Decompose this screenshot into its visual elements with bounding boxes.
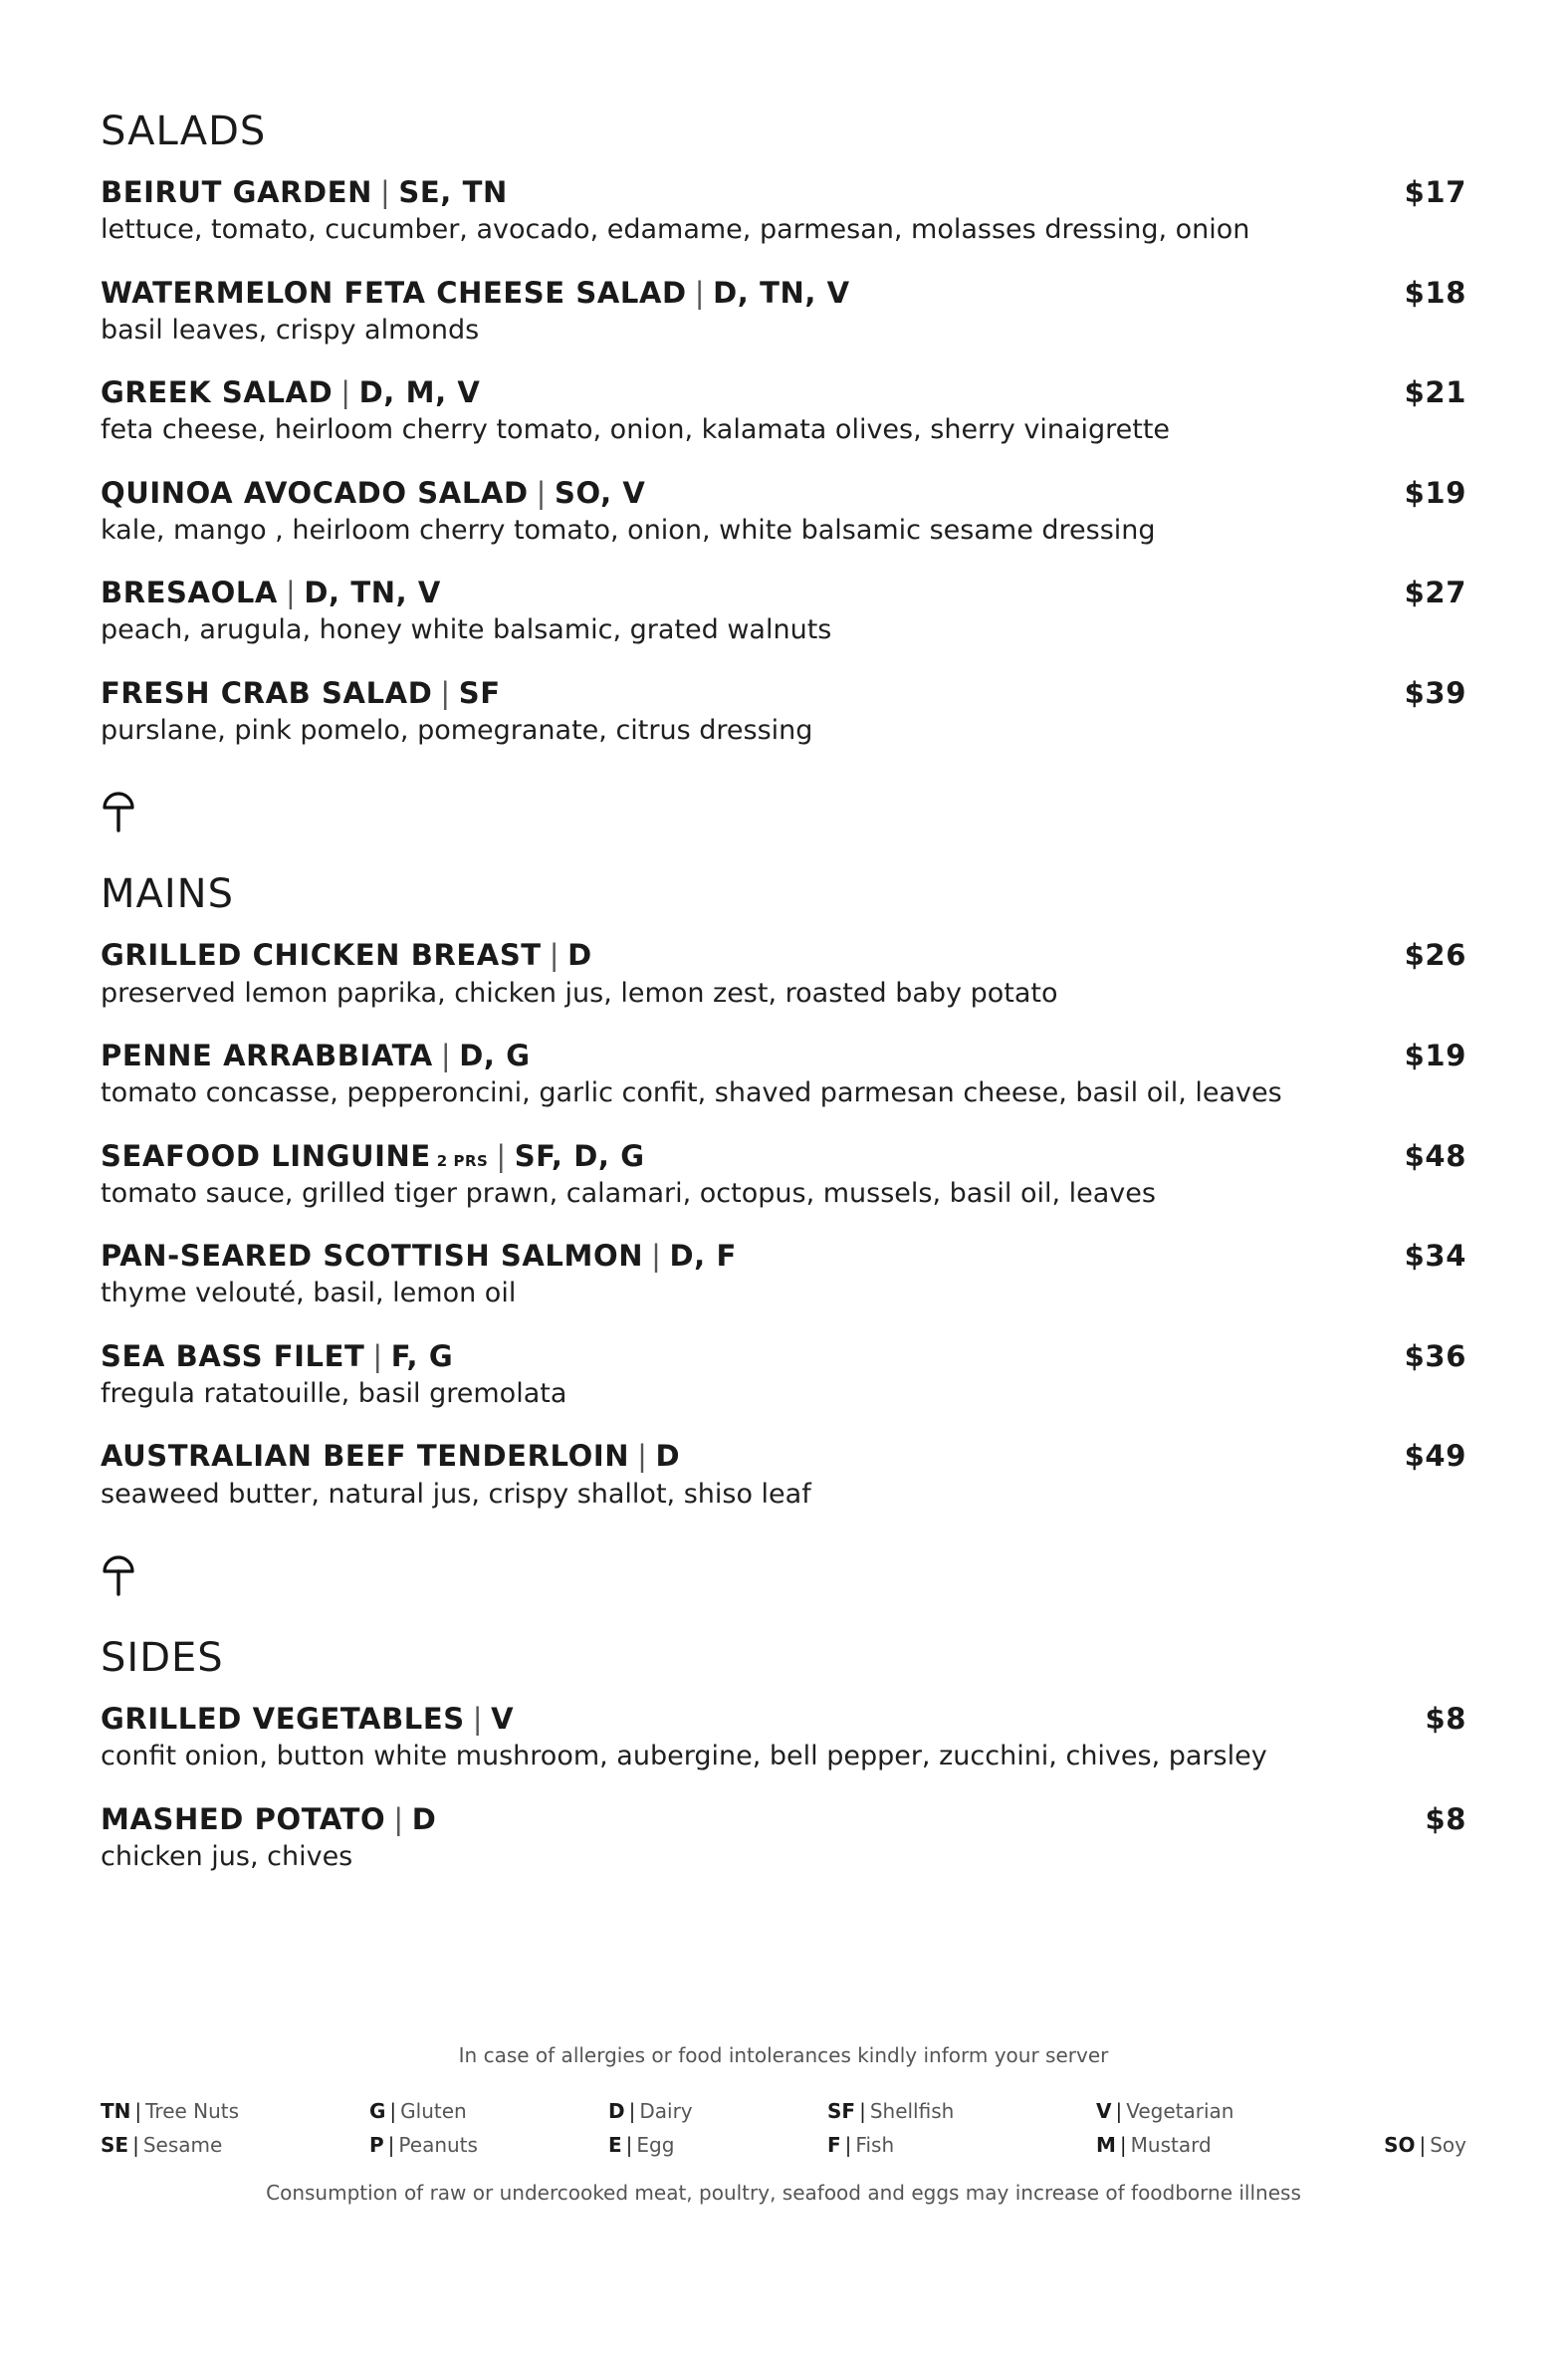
menu-item-title [101, 1337, 453, 1376]
dish-name: PAN-SEARED SCOTTISH SALMON [101, 1239, 644, 1274]
menu-item-header [101, 1800, 1466, 1839]
allergen-codes: D [655, 1439, 681, 1474]
dish-description: basil leaves, crispy almonds [101, 314, 480, 346]
allergen-codes: D [411, 1801, 437, 1836]
dish-name: QUINOA AVOCADO SALAD [101, 475, 529, 510]
menu-item-header [101, 1237, 1466, 1276]
menu-section-mains [101, 872, 1466, 1512]
separator: | [625, 2133, 633, 2157]
menu-item [101, 1137, 1466, 1213]
legend-code: SO [1384, 2133, 1416, 2157]
menu-item-title [101, 474, 645, 513]
menu-item-title [101, 173, 508, 212]
dish-description: tomato sauce, grilled tiger prawn, calamari, octopus, mussels, basil oil, leaves [101, 1177, 1156, 1209]
allergy-note: In case of allergies or food intolerances kindly inform your server [458, 2043, 1109, 2067]
separator: | [549, 938, 560, 973]
allergen-codes: D, TN, V [713, 275, 850, 310]
section-title: SIDES [101, 1634, 224, 1681]
separator: | [844, 2133, 852, 2157]
separator: | [134, 2099, 142, 2123]
dish-description: lettuce, tomato, cucumber, avocado, edamame, parmesan, molasses dressing, onion [101, 214, 1250, 246]
dish-description: fregula ratatouille, basil gremolata [101, 1377, 567, 1409]
legend-entry [827, 2133, 1096, 2157]
dish-description: confit onion, button white mushroom, aubergine, bell pepper, zucchini, chives, parsley [101, 1741, 1267, 1772]
menu-item-title [101, 574, 441, 612]
menu-item-header [101, 1137, 1466, 1176]
dish-name: SEAFOOD LINGUINE [101, 1138, 431, 1173]
dish-name: GRILLED CHICKEN BREAST [101, 938, 542, 973]
menu-item-title [101, 274, 850, 313]
menu-item [101, 1037, 1466, 1112]
dish-price: $8 [1425, 1801, 1466, 1836]
legend-entry [1096, 2099, 1365, 2123]
menu-item [101, 574, 1466, 649]
menu-item-title [101, 1437, 680, 1476]
menu-item-header [101, 1037, 1466, 1075]
allergen-codes: SE, TN [398, 175, 508, 209]
legend-code: TN [101, 2099, 131, 2123]
menu-item-title [101, 1137, 645, 1176]
menu-footer [101, 2043, 1466, 2225]
menu-item [101, 1337, 1466, 1413]
section-title: MAINS [101, 871, 234, 918]
allergen-legend [101, 2099, 1466, 2157]
dish-description: thyme velouté, basil, lemon oil [101, 1278, 517, 1309]
separator: | [536, 475, 547, 510]
dish-price: $19 [1404, 1039, 1466, 1073]
dish-name: GRILLED VEGETABLES [101, 1701, 465, 1736]
legend-code: P [369, 2133, 384, 2157]
dish-name: SEA BASS FILET [101, 1338, 365, 1373]
legend-label: Peanuts [398, 2133, 478, 2157]
menu-section-salads [101, 110, 1466, 749]
dish-description: purslane, pink pomelo, pomegranate, citrus dressing [101, 715, 813, 747]
menu-item [101, 373, 1466, 449]
menu-item-header [101, 1437, 1466, 1476]
separator: | [1115, 2099, 1123, 2123]
separator: | [694, 275, 706, 310]
separator: | [472, 1701, 484, 1736]
separator: | [637, 1439, 648, 1474]
dish-price: $18 [1404, 275, 1466, 310]
dish-description: kale, mango , heirloom cherry tomato, onion, white balsamic sesame dressing [101, 514, 1156, 546]
legend-entry [1096, 2133, 1365, 2157]
dish-description: tomato concasse, pepperoncini, garlic confit, shaved parmesan cheese, basil oil, leaves [101, 1077, 1282, 1109]
legend-label: Tree Nuts [145, 2099, 240, 2123]
legend-entry [827, 2099, 1096, 2123]
menu-item-header [101, 936, 1466, 975]
dish-price: $39 [1404, 675, 1466, 710]
menu-section-sides [101, 1636, 1466, 1875]
separator: | [651, 1239, 662, 1274]
allergen-codes: F, G [390, 1338, 454, 1373]
separator: | [1119, 2133, 1127, 2157]
menu-item [101, 674, 1466, 750]
dish-name: AUSTRALIAN BEEF TENDERLOIN [101, 1439, 630, 1474]
allergen-codes: SF, D, G [514, 1138, 645, 1173]
menu-item [101, 1237, 1466, 1312]
menu-page [101, 110, 1466, 1900]
separator: | [387, 2133, 395, 2157]
menu-item-header [101, 274, 1466, 313]
menu-item-title [101, 1700, 514, 1739]
legend-entry [369, 2133, 608, 2157]
dish-price: $27 [1404, 576, 1466, 610]
menu-item-header [101, 574, 1466, 612]
menu-item-title [101, 373, 480, 412]
menu-item-title [101, 1800, 436, 1839]
legend-code: D [608, 2099, 625, 2123]
dish-price: $49 [1404, 1439, 1466, 1474]
separator: | [372, 1338, 383, 1373]
legend-code: E [608, 2133, 622, 2157]
dish-description: preserved lemon paprika, chicken jus, lemon zest, roasted baby potato [101, 977, 1058, 1009]
allergen-codes: SO, V [555, 475, 646, 510]
menu-item-title [101, 1037, 531, 1075]
legend-entry [369, 2099, 608, 2123]
dish-price: $8 [1425, 1701, 1466, 1736]
dish-name: BRESAOLA [101, 576, 278, 610]
section-title: SALADS [101, 109, 267, 154]
menu-item-title [101, 936, 592, 975]
dish-name: MASHED POTATO [101, 1801, 386, 1836]
dish-price: $48 [1404, 1138, 1466, 1173]
menu-item [101, 474, 1466, 550]
legend-entry [101, 2133, 369, 2157]
menu-item-title [101, 1237, 737, 1276]
dish-name: BEIRUT GARDEN [101, 175, 372, 209]
legend-label: Mustard [1130, 2133, 1212, 2157]
legend-code: F [827, 2133, 841, 2157]
legend-code: G [369, 2099, 386, 2123]
separator: | [389, 2099, 397, 2123]
separator: | [440, 675, 451, 710]
allergen-codes: D, F [669, 1239, 737, 1274]
allergen-codes: D, G [459, 1039, 531, 1073]
allergen-codes: D, M, V [358, 375, 481, 410]
dish-description: peach, arugula, honey white balsamic, grated walnuts [101, 614, 832, 646]
menu-item-header [101, 173, 1466, 212]
dish-description: feta cheese, heirloom cherry tomato, onion, kalamata olives, sherry vinaigrette [101, 414, 1171, 446]
mushroom-icon [101, 791, 136, 832]
menu-item [101, 1800, 1466, 1876]
legend-entry [608, 2133, 827, 2157]
portion-note: 2 PRS [436, 1151, 489, 1170]
dish-price: $26 [1404, 938, 1466, 973]
allergen-codes: D, TN, V [304, 576, 441, 610]
menu-item [101, 936, 1466, 1012]
legend-code: M [1096, 2133, 1116, 2157]
dish-name: WATERMELON FETA CHEESE SALAD [101, 275, 687, 310]
menu-item-header [101, 1700, 1466, 1739]
separator: | [393, 1801, 404, 1836]
dish-price: $36 [1404, 1338, 1466, 1373]
dish-price: $17 [1404, 175, 1466, 209]
menu-item-header [101, 674, 1466, 713]
legend-code: SE [101, 2133, 129, 2157]
dish-name: GREEK SALAD [101, 375, 334, 410]
dish-name: PENNE ARRABBIATA [101, 1039, 433, 1073]
menu-item-title [101, 674, 501, 713]
menu-item-header [101, 373, 1466, 412]
separator: | [440, 1039, 452, 1073]
menu-item [101, 274, 1466, 350]
legend-entry [101, 2099, 369, 2123]
separator: | [380, 175, 391, 209]
legend-entry [1365, 2133, 1466, 2157]
separator: | [859, 2099, 866, 2123]
separator: | [340, 375, 351, 410]
legend-entry [608, 2099, 827, 2123]
separator: | [628, 2099, 636, 2123]
menu-item-header [101, 1337, 1466, 1376]
menu-item-header [101, 474, 1466, 513]
dish-price: $19 [1404, 475, 1466, 510]
legend-label: Egg [636, 2133, 675, 2157]
menu-item [101, 173, 1466, 249]
legend-label: Shellfish [869, 2099, 955, 2123]
dish-description: chicken jus, chives [101, 1840, 353, 1872]
allergen-codes: V [491, 1701, 515, 1736]
mushroom-icon [101, 1554, 136, 1596]
allergen-codes: D [567, 938, 592, 973]
legend-label: Dairy [639, 2099, 693, 2123]
dish-price: $34 [1404, 1239, 1466, 1274]
legend-code: V [1096, 2099, 1112, 2123]
allergen-codes: SF [458, 675, 501, 710]
legend-code: SF [827, 2099, 856, 2123]
menu-item [101, 1437, 1466, 1513]
dish-price: $21 [1404, 375, 1466, 410]
legend-label: Gluten [400, 2099, 467, 2123]
legend-entry [1365, 2099, 1466, 2123]
legend-label: Vegetarian [1126, 2099, 1234, 2123]
legend-label: Soy [1430, 2133, 1466, 2157]
separator: | [496, 1138, 507, 1173]
foodborne-warning: Consumption of raw or undercooked meat, poultry, seafood and eggs may increase of foodborne illness [266, 2181, 1301, 2205]
dish-description: seaweed butter, natural jus, crispy shallot, shiso leaf [101, 1478, 811, 1510]
legend-label: Sesame [142, 2133, 223, 2157]
separator: | [132, 2133, 139, 2157]
separator: | [285, 576, 297, 610]
legend-label: Fish [855, 2133, 895, 2157]
dish-name: FRESH CRAB SALAD [101, 675, 433, 710]
separator: | [1419, 2133, 1427, 2157]
menu-item [101, 1700, 1466, 1775]
